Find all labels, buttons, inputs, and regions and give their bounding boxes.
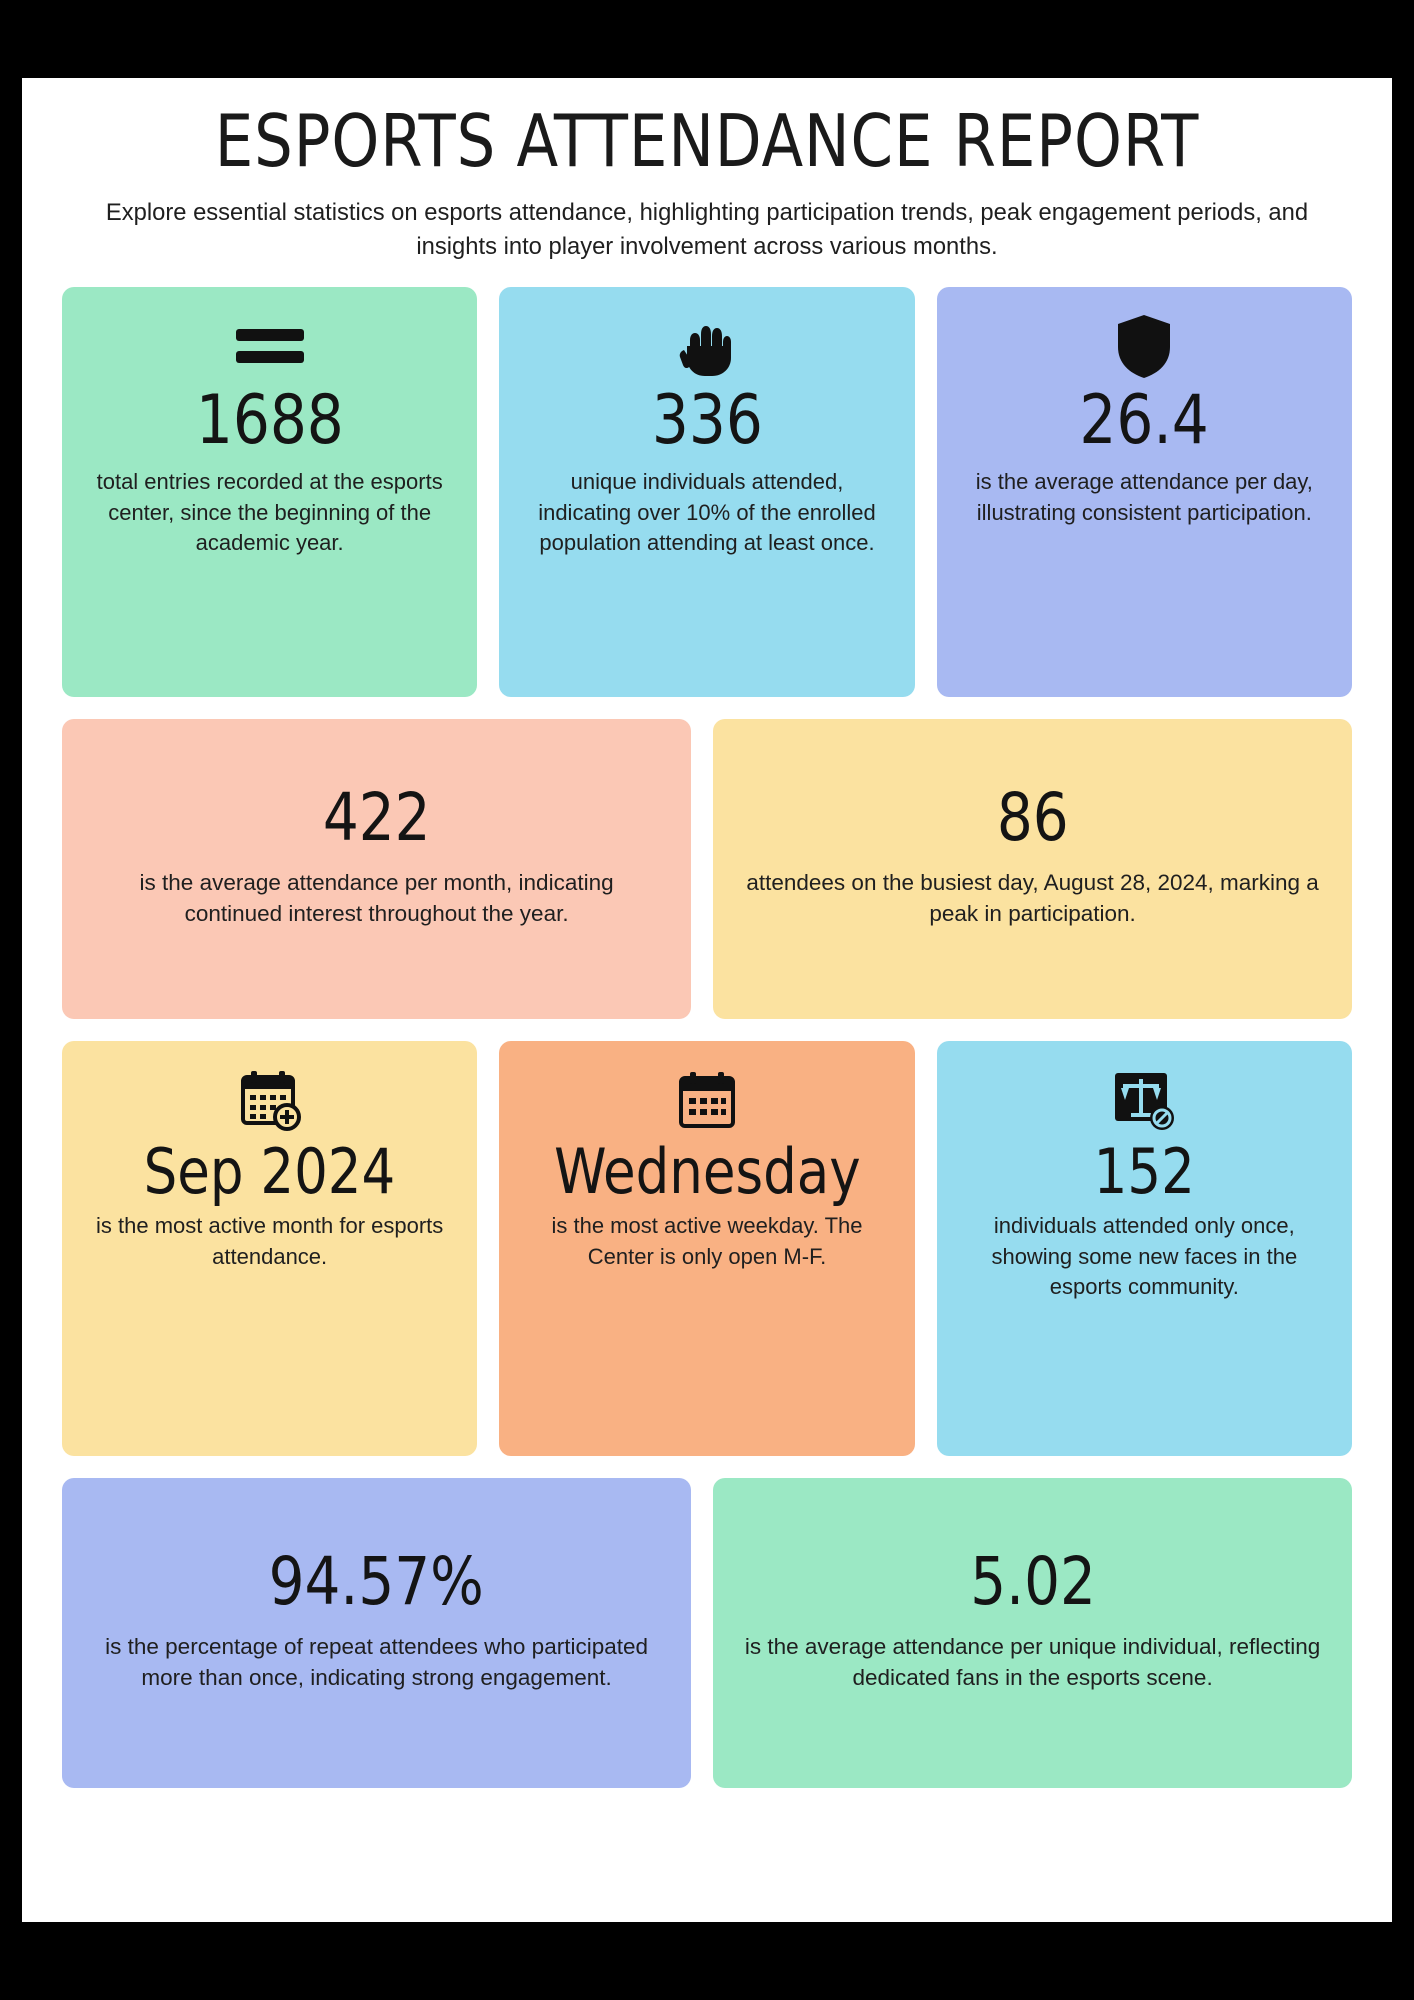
stat-card-attended-once xyxy=(937,1041,1352,1456)
stats-row-1 xyxy=(62,287,1352,697)
stat-description: is the average attendance per day, illustrating consistent participation. xyxy=(975,469,1313,525)
stats-row-2 xyxy=(62,719,1352,1019)
stat-value: 422 xyxy=(322,778,431,856)
stats-row-4 xyxy=(62,1478,1352,1788)
equals-icon xyxy=(232,309,308,383)
stat-value: 94.57% xyxy=(269,1542,485,1620)
raised-fist-icon xyxy=(676,309,738,383)
stat-card-average-per-unique xyxy=(713,1478,1352,1788)
stat-description: is the most active month for esports attendance. xyxy=(96,1213,444,1269)
stat-description: attendees on the busiest day, August 28, 2024, marking a peak in participation. xyxy=(746,869,1319,927)
stat-value: 5.02 xyxy=(969,1542,1096,1620)
stat-value: 86 xyxy=(996,778,1069,856)
shield-icon xyxy=(1116,309,1172,383)
stat-value: Wednesday xyxy=(553,1135,861,1209)
stat-card-repeat-attendees xyxy=(62,1478,691,1788)
stat-description: is the average attendance per month, indicating continued interest throughout the year. xyxy=(139,869,614,927)
stat-card-average-per-month xyxy=(62,719,691,1019)
stat-value: 1688 xyxy=(195,381,344,461)
stat-card-total-entries xyxy=(62,287,477,697)
stat-description: unique individuals attended, indicating over 10% of the enrolled population attending at least once. xyxy=(538,469,876,555)
stat-description: is the average attendance per unique individual, reflecting dedicated fans in the esports scene. xyxy=(744,1633,1321,1691)
page-title: ESPORTS ATTENDANCE REPORT xyxy=(214,99,1200,183)
stat-card-most-active-weekday xyxy=(499,1041,914,1456)
report-page xyxy=(22,78,1392,1922)
scales-blocked-icon xyxy=(1111,1063,1177,1137)
stat-value: Sep 2024 xyxy=(143,1135,396,1209)
stat-card-average-per-day xyxy=(937,287,1352,697)
stat-description: is the most active weekday. The Center is only open M-F. xyxy=(551,1213,863,1269)
stat-card-busiest-day xyxy=(713,719,1352,1019)
calendar-add-icon xyxy=(237,1063,303,1137)
stat-description: individuals attended only once, showing some new faces in the esports community. xyxy=(991,1213,1298,1299)
stat-card-unique-individuals xyxy=(499,287,914,697)
page-subtitle: Explore essential statistics on esports attendance, highlighting participation trends, peak engagement periods, and insights into player involvement across various months. xyxy=(105,198,1309,261)
stat-description: total entries recorded at the esports center, since the beginning of the academic year. xyxy=(96,469,443,555)
stat-card-most-active-month xyxy=(62,1041,477,1456)
stat-value: 336 xyxy=(651,381,763,461)
stat-value: 26.4 xyxy=(1079,381,1210,461)
stats-row-3 xyxy=(62,1041,1352,1456)
stat-value: 152 xyxy=(1093,1135,1195,1209)
calendar-icon xyxy=(676,1063,738,1137)
stat-description: is the percentage of repeat attendees who participated more than once, indicating strong engagement. xyxy=(105,1633,649,1691)
